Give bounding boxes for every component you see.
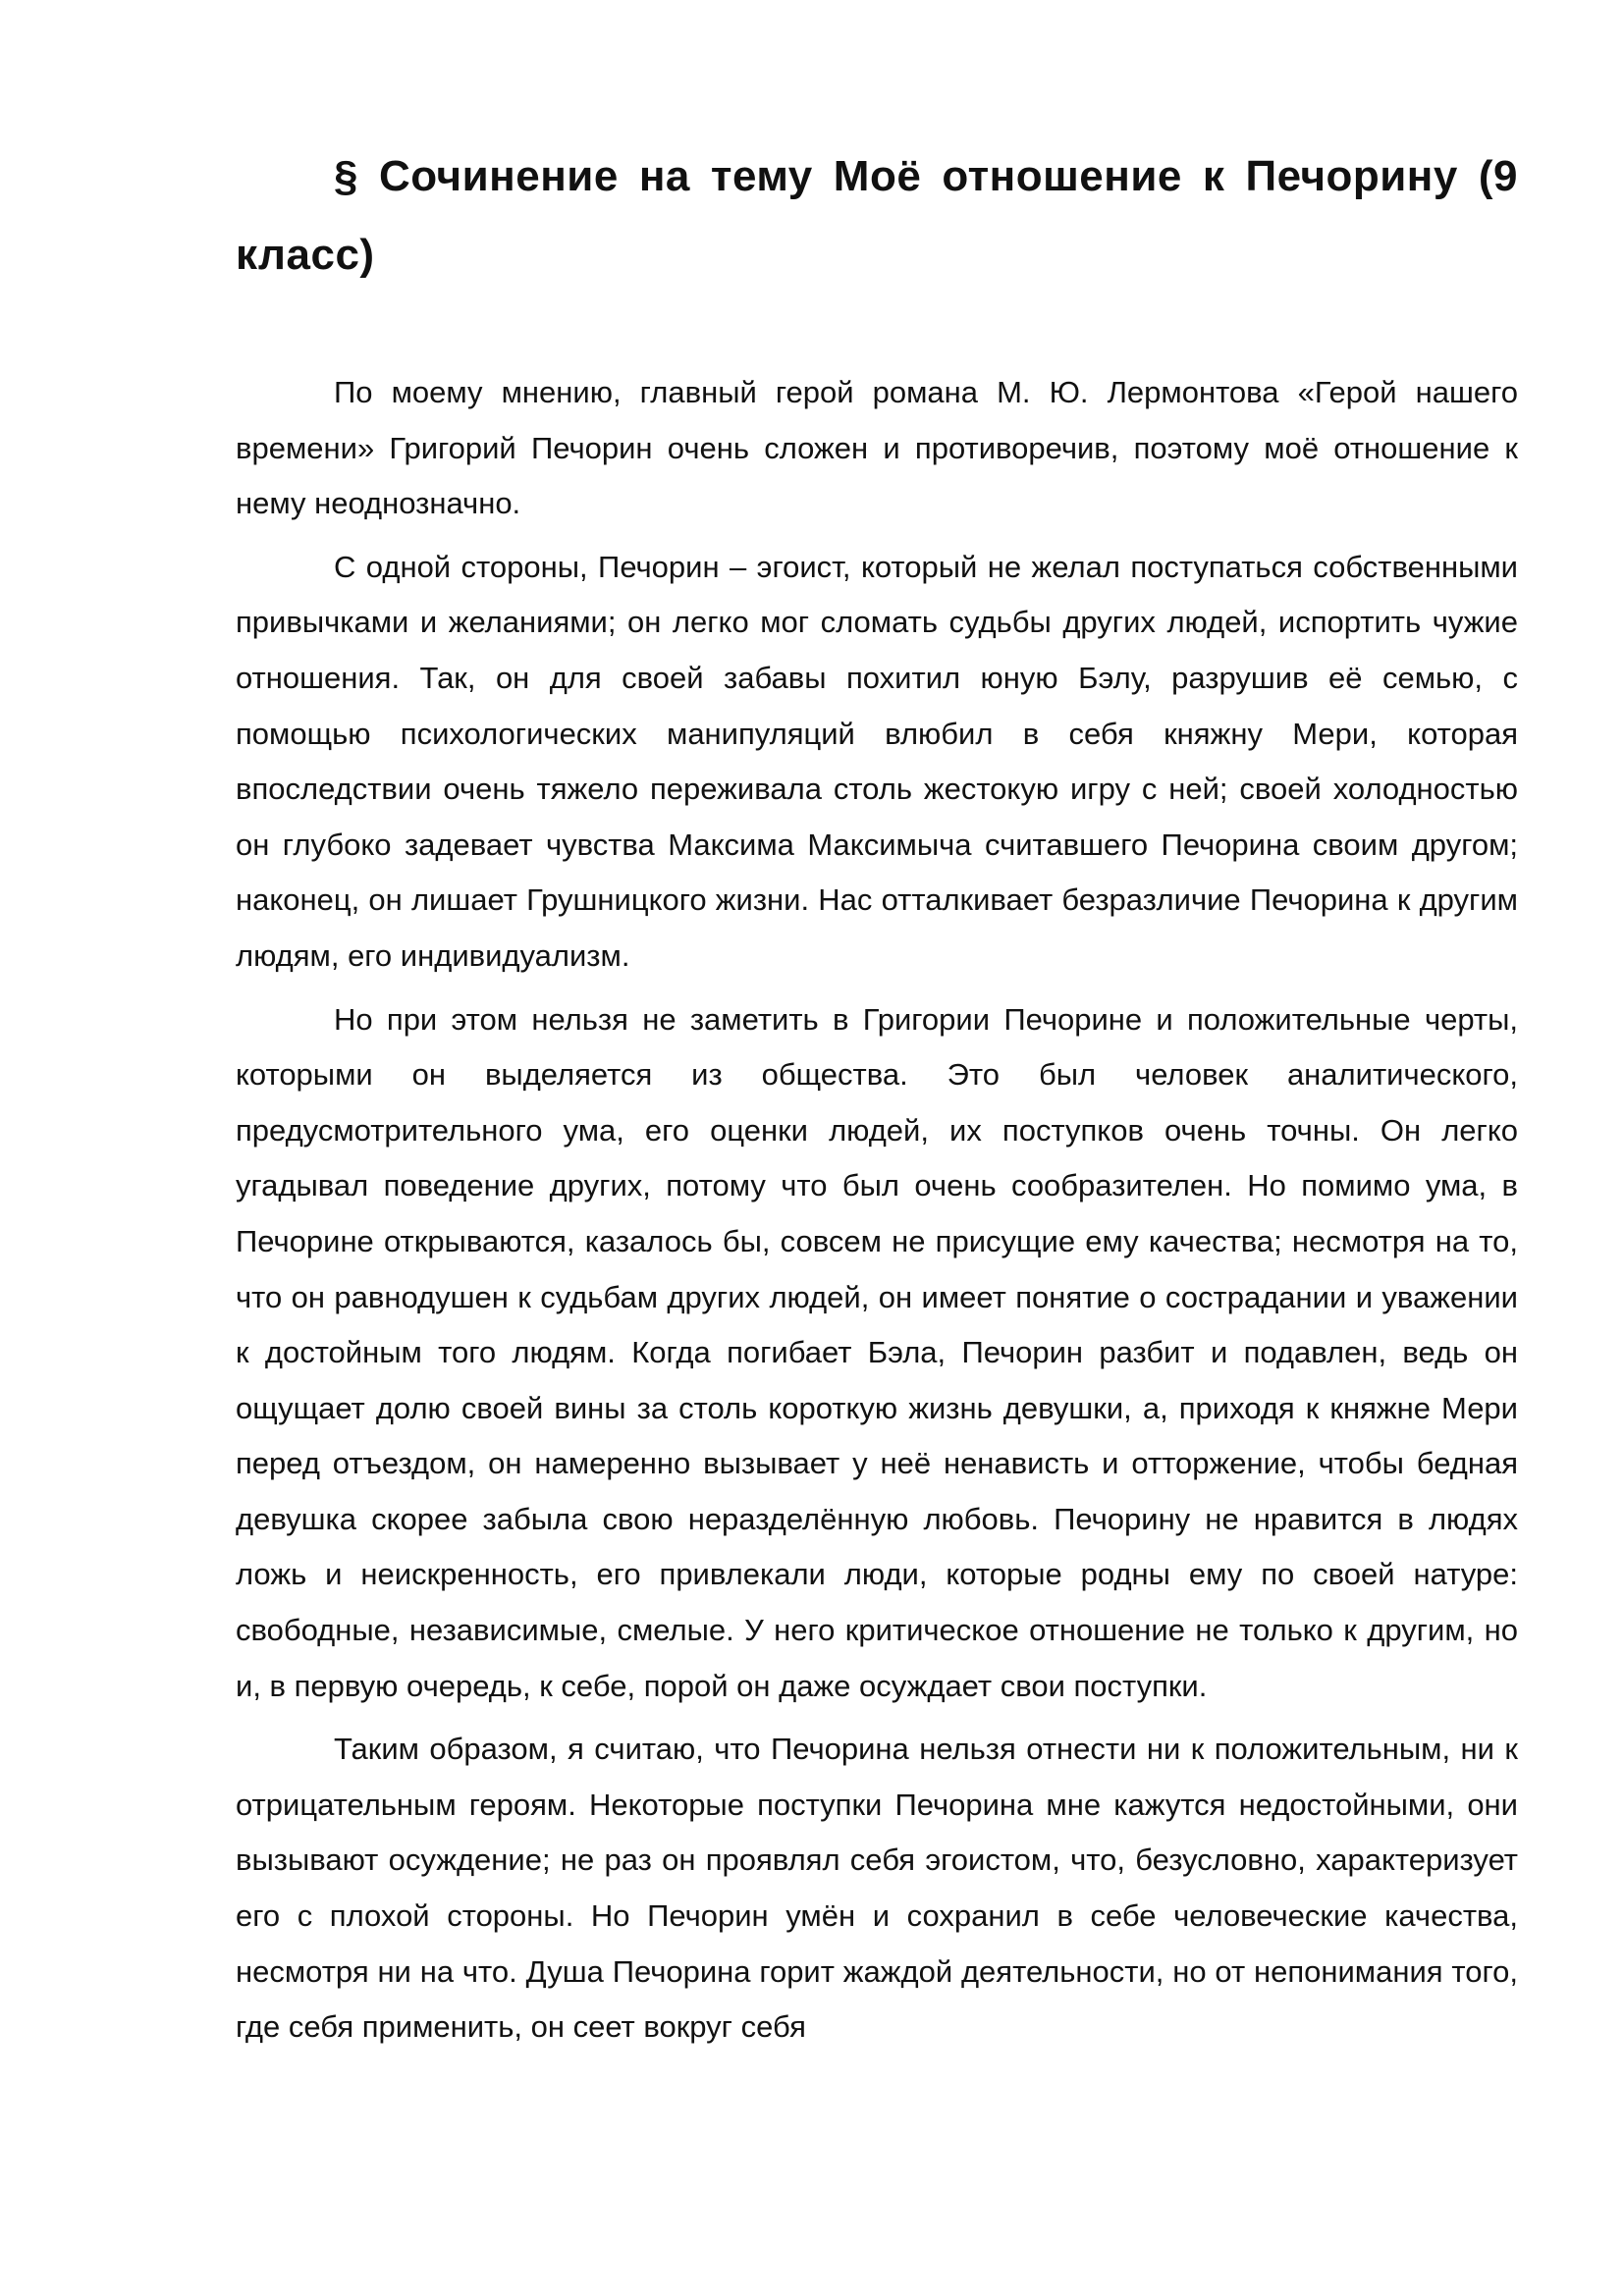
document-page xyxy=(236,137,1518,2063)
paragraph-intro: По моему мнению, главный герой романа М. Ю. Лермонтова «Герой нашего времени» Григорий Печорин очень сложен и противоречив, поэтому моё отношение к нему неоднозначно. xyxy=(236,375,1518,521)
paragraph-negative-traits: С одной стороны, Печорин – эгоист, который не желал поступаться собственными привычками и желаниями; он легко мог сломать судьбы других людей, испортить чужие отношения. Так, он для своей забавы похитил юную Бэлу, разрушив её семью, с помощью психологических манипуляций влюбил в себя княжну Мери, которая впоследствии очень тяжело переживала столь жестокую игру с ней; своей холодностью он глубоко задевает чувства Максима Максимыча считавшего Печорина своим другом; наконец, он лишает Грушницкого жизни. Нас отталкивает безразличие Печорина к другим людям, его индивидуализм. xyxy=(236,549,1518,973)
paragraph-conclusion: Таким образом, я считаю, что Печорина нельзя отнести ни к положительным, ни к отрицательным героям. Некоторые поступки Печорина мне кажутся недостойными, они вызывают осуждение; не раз он проявлял себя эгоистом, что, безусловно, характеризует его с плохой стороны. Но Печорин умён и сохранил в себе человеческие качества, несмотря ни на что. Душа Печорина горит жаждой деятельности, но от непонимания того, где себя применить, он сеет вокруг себя xyxy=(236,1732,1518,2045)
paragraph-positive-traits: Но при этом нельзя не заметить в Григории Печорине и положительные черты, которыми он выделяется из общества. Это был человек аналитического, предусмотрительного ума, его оценки людей, их поступков очень точны. Он легко угадывал поведение других, потому что был очень сообразителен. Но помимо ума, в Печорине открываются, казалось бы, совсем не присущие ему качества; несмотря на то, что он равнодушен к судьбам других людей, он имеет понятие о сострадании и уважении к достойным того людям. Когда погибает Бэла, Печорин разбит и подавлен, ведь он ощущает долю своей вины за столь короткую жизнь девушки, а, приходя к княжне Мери перед отъездом, он намеренно вызывает у неё ненависть и отторжение, чтобы бедная девушка скорее забыла свою неразделённую любовь. Печорину не нравится в людях ложь и неискренность, его привлекали люди, которые родны ему по своей натуре: свободные, независимые, смелые. У него критическое отношение не только к другим, но и, в первую очередь, к себе, порой он даже осуждает свои поступки. xyxy=(236,1001,1518,1703)
document-title: § Сочинение на тему Моё отношение к Печорину (9 класс) xyxy=(236,152,1518,279)
